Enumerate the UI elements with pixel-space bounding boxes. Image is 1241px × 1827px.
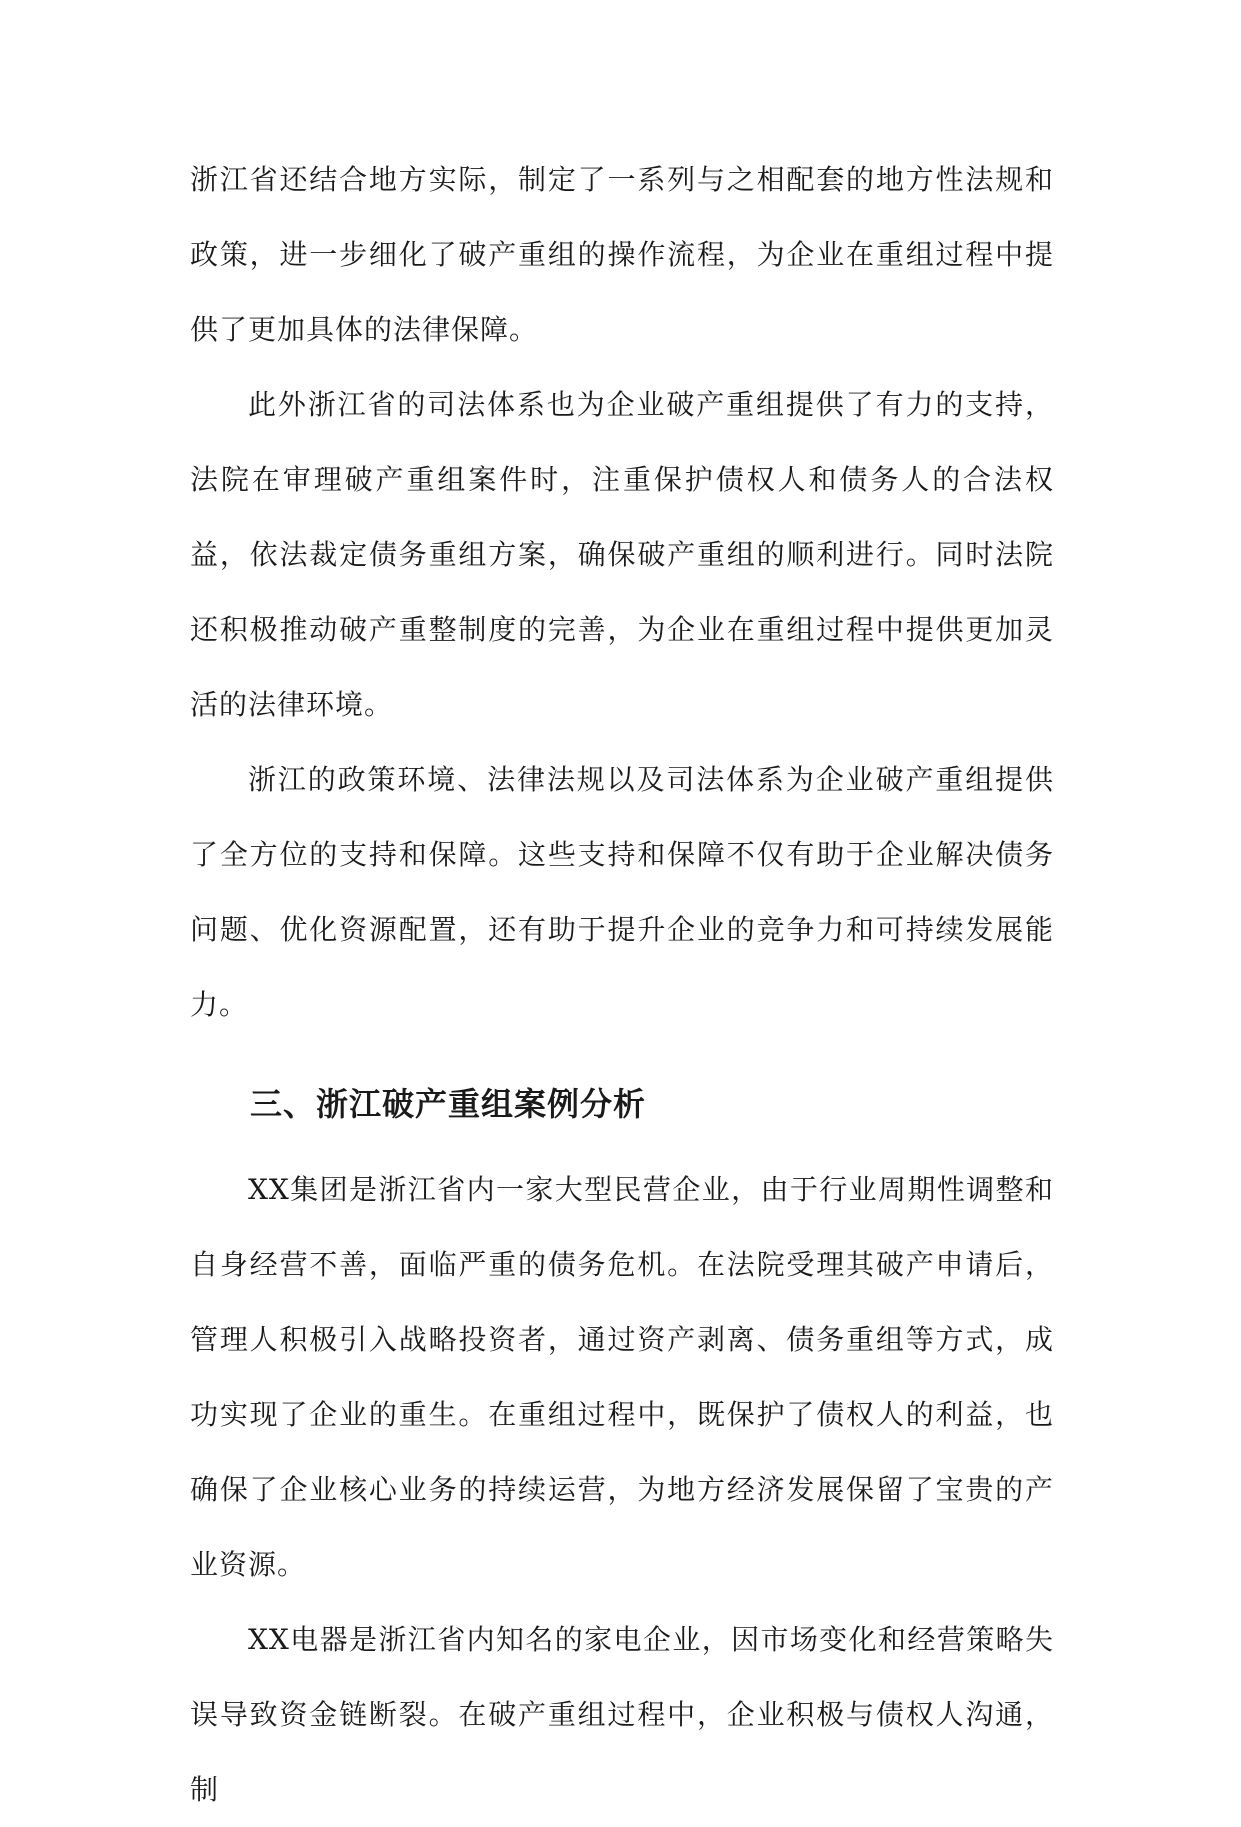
paragraph-summary: 浙江的政策环境、法律法规以及司法体系为企业破产重组提供了全方位的支持和保障。这些支持和保障不仅有助于企业解决债务问题、优化资源配置，还有助于提升企业的竞争力和可持续发展能力。 bbox=[190, 763, 1054, 1021]
paragraph-local-regulations: 浙江省还结合地方实际，制定了一系列与之相配套的地方性法规和政策，进一步细化了破产重组的操作流程，为企业在重组过程中提供了更加具体的法律保障。 bbox=[190, 163, 1054, 346]
section-heading: 三、浙江破产重组案例分析 bbox=[250, 1085, 647, 1123]
paragraph-case-appliance: XX电器是浙江省内知名的家电企业，因市场变化和经营策略失误导致资金链断裂。在破产重组过程中，企业积极与债权人沟通，制 bbox=[190, 1623, 1054, 1806]
paragraph-case-group: XX集团是浙江省内一家大型民营企业，由于行业周期性调整和自身经营不善，面临严重的债务危机。在法院受理其破产申请后，管理人积极引入战略投资者，通过资产剥离、债务重组等方式，成功实现了企业的重生。在重组过程中，既保护了债权人的利益，也确保了企业核心业务的持续运营，为地方经济发展保留了宝贵的产业资源。 bbox=[190, 1173, 1054, 1581]
document-body bbox=[190, 142, 1054, 1827]
paragraph-judicial-system: 此外浙江省的司法体系也为企业破产重组提供了有力的支持，法院在审理破产重组案件时，注重保护债权人和债务人的合法权益，依法裁定债务重组方案，确保破产重组的顺利进行。同时法院还积极推动破产重整制度的完善，为企业在重组过程中提供更加灵活的法律环境。 bbox=[190, 388, 1054, 721]
